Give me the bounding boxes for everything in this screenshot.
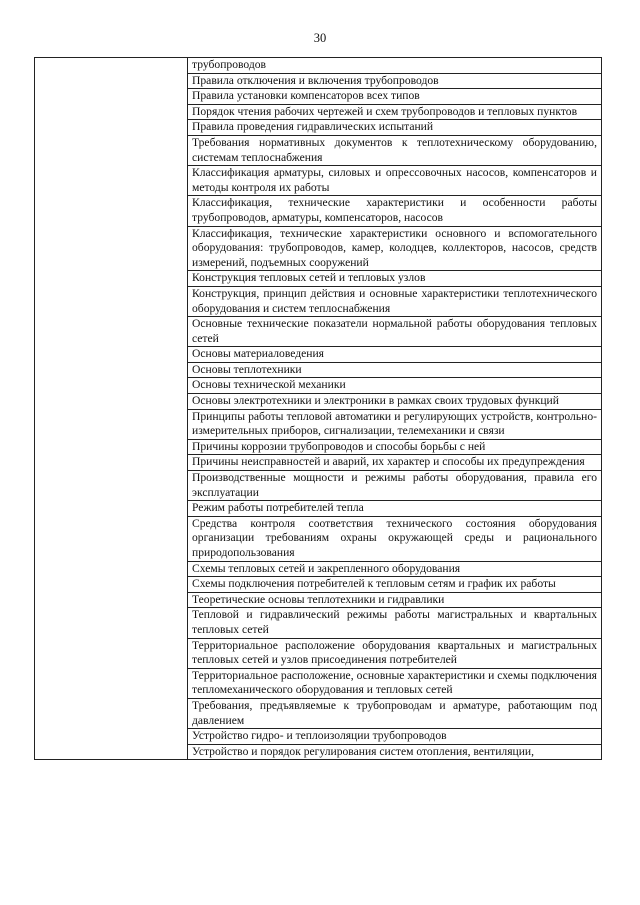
list-item: Средства контроля соответствия технического состояния оборудования организации требованиям охраны окружающей среды и рационального природопользования: [188, 517, 601, 562]
list-item: Схемы подключения потребителей к тепловым сетям и график их работы: [188, 577, 601, 593]
label-cell: [35, 58, 188, 760]
list-item: Основные технические показатели нормальной работы оборудования тепловых сетей: [188, 317, 601, 347]
knowledge-table: [34, 57, 602, 760]
list-item: Теоретические основы теплотехники и гидравлики: [188, 593, 601, 609]
list-item: Режим работы потребителей тепла: [188, 501, 601, 517]
list-item: Устройство гидро- и теплоизоляции трубопроводов: [188, 729, 601, 745]
list-item: Схемы тепловых сетей и закрепленного оборудования: [188, 562, 601, 578]
list-item: Порядок чтения рабочих чертежей и схем трубопроводов и тепловых пунктов: [188, 105, 601, 121]
list-item: Классификация, технические характеристики основного и вспомогательного оборудования: трубопроводов, камер, колодцев, коллекторов, насосов, средств измерений, подъемных сооружений: [188, 227, 601, 272]
content-cell: [188, 58, 602, 760]
list-item: Требования, предъявляемые к трубопроводам и арматуре, работающим под давлением: [188, 699, 601, 729]
list-item: Тепловой и гидравлический режимы работы магистральных и квартальных тепловых сетей: [188, 608, 601, 638]
list-item: Причины коррозии трубопроводов и способы борьбы с ней: [188, 440, 601, 456]
list-item: Правила установки компенсаторов всех типов: [188, 89, 601, 105]
list-item: Классификация арматуры, силовых и опрессовочных насосов, компенсаторов и методы контроля их работы: [188, 166, 601, 196]
list-item: Конструкция тепловых сетей и тепловых узлов: [188, 271, 601, 287]
list-item: Правила проведения гидравлических испытаний: [188, 120, 601, 136]
list-item: Территориальное расположение, основные характеристики и схемы подключения тепломеханического оборудования и тепловых сетей: [188, 669, 601, 699]
list-item: трубопроводов: [188, 58, 601, 74]
list-item: Принципы работы тепловой автоматики и регулирующих устройств, контрольно-измерительных приборов, сигнализации, телемеханики и связи: [188, 410, 601, 440]
list-item: Территориальное расположение оборудования квартальных и магистральных тепловых сетей и узлов присоединения потребителей: [188, 639, 601, 669]
table-row: [35, 58, 602, 760]
list-item: Основы электротехники и электроники в рамках своих трудовых функций: [188, 394, 601, 410]
list-item: Причины неисправностей и аварий, их характер и способы их предупреждения: [188, 455, 601, 471]
list-item: Основы технической механики: [188, 378, 601, 394]
list-item: Требования нормативных документов к теплотехническому оборудованию, системам теплоснабжения: [188, 136, 601, 166]
list-item: Устройство и порядок регулирования систем отопления, вентиляции,: [192, 744, 535, 758]
list-item: Основы материаловедения: [188, 347, 601, 363]
list-item: Классификация, технические характеристики и особенности работы трубопроводов, арматуры, компенсаторов, насосов: [188, 196, 601, 226]
list-item: Конструкция, принцип действия и основные характеристики теплотехнического оборудования и систем теплоснабжения: [188, 287, 601, 317]
page-number: 30: [313, 31, 327, 45]
list-item: Производственные мощности и режимы работы оборудования, правила его эксплуатации: [188, 471, 601, 501]
list-item: Основы теплотехники: [188, 363, 601, 379]
list-item: Правила отключения и включения трубопроводов: [188, 74, 601, 90]
